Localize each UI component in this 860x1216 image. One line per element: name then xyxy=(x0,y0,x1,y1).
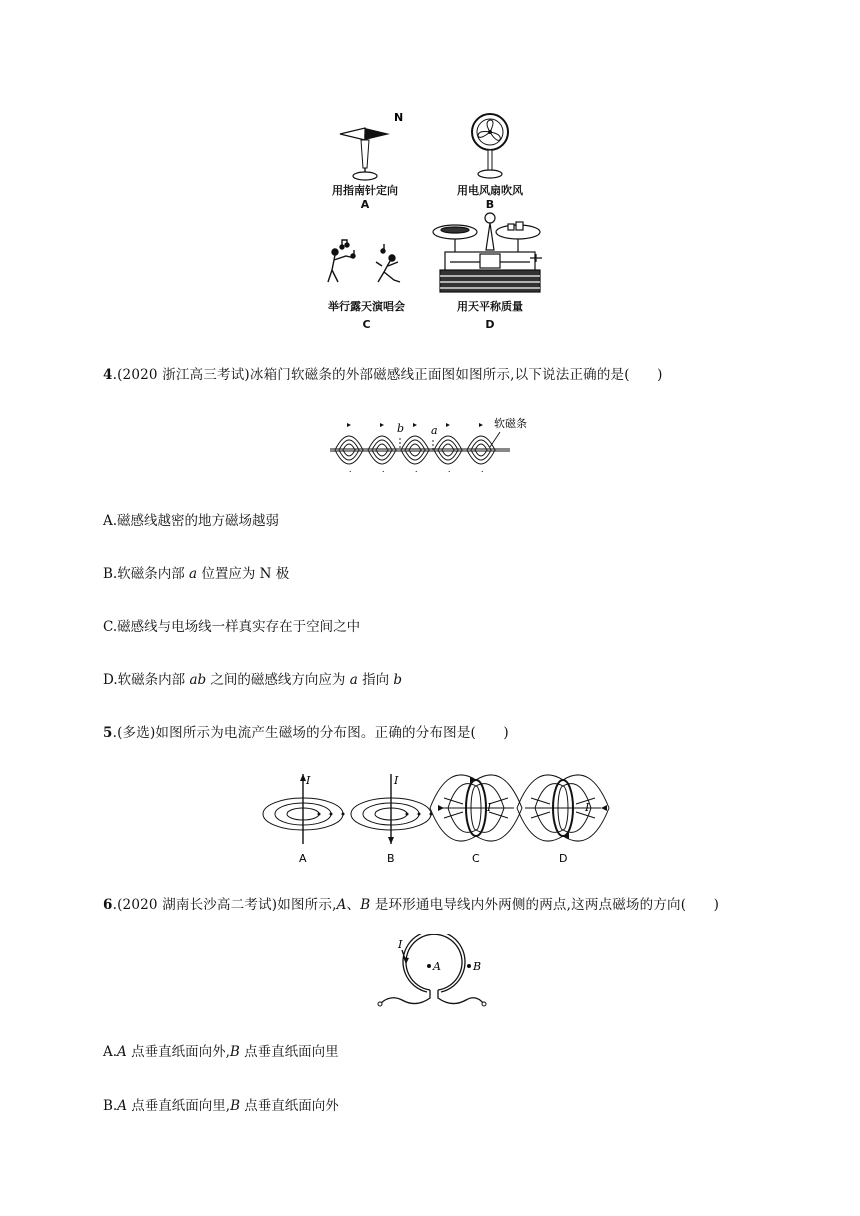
question-6-var-b: B xyxy=(360,897,371,913)
q3-letter-b: B xyxy=(485,198,495,211)
question-5-stem xyxy=(103,721,509,741)
q3-figure xyxy=(320,110,550,340)
question-6-text-2: 是环形通电导线内外两侧的两点,这两点磁场的方向( ) xyxy=(370,897,720,913)
q5-figure xyxy=(258,766,618,868)
q5-label-a: A xyxy=(299,852,307,865)
electric-fan-icon xyxy=(472,114,508,178)
q6-point-b-label: B xyxy=(473,960,482,973)
q3-caption-a: 用指南针定向 xyxy=(332,184,398,197)
q3-caption-c: 举行露天演唱会 xyxy=(328,300,405,313)
q6-option-b-var-2: B xyxy=(230,1098,240,1114)
q4-label-b: b xyxy=(397,422,405,435)
compass-n-label: N xyxy=(394,111,404,124)
q4-option-d-text: D.软磁条内部 xyxy=(103,672,190,688)
question-6-text: .(2020 湖南长沙高二考试)如图所示, xyxy=(112,897,337,913)
q4-figure-drawing xyxy=(330,412,530,472)
question-6-stem xyxy=(103,893,719,913)
concert-people-icon xyxy=(328,240,400,282)
q4-label-a: a xyxy=(431,424,438,437)
q5-label-c: C xyxy=(472,852,480,865)
q6-option-a-text-3: 点垂直纸面向里 xyxy=(239,1044,339,1060)
q6-option-a-text: A. xyxy=(103,1044,118,1060)
question-4-number: 4 xyxy=(103,367,113,383)
question-4-text: .(2020 浙江高三考试)冰箱门软磁条的外部磁感线正面图如图所示,以下说法正确的是( ) xyxy=(112,367,663,383)
q5-current-a: I xyxy=(306,774,311,787)
q6-option-b xyxy=(103,1094,339,1114)
q5-label-b: B xyxy=(387,852,395,865)
q4-figure xyxy=(330,412,530,472)
q5-current-b: I xyxy=(394,774,399,787)
q5-figure-drawing xyxy=(258,766,618,868)
q5-label-d: D xyxy=(559,852,568,865)
q6-option-a-text-2: 点垂直纸面向外, xyxy=(126,1044,230,1060)
question-5-number: 5 xyxy=(103,725,113,741)
q4-option-d-var-1: ab xyxy=(189,672,207,688)
compass-icon xyxy=(340,128,390,180)
question-6-number: 6 xyxy=(103,897,113,913)
q6-figure-drawing xyxy=(376,934,496,1010)
q4-option-c: C.磁感线与电场线一样真实存在于空间之中 xyxy=(103,619,361,635)
q4-option-b-text-2: 位置应为 N 极 xyxy=(197,566,290,582)
q4-option-b xyxy=(103,562,289,582)
q4-option-d-text-2: 之间的磁感线方向应为 xyxy=(206,672,350,688)
q3-letter-c: C xyxy=(362,318,371,331)
q4-option-d-var-2: a xyxy=(349,672,358,688)
q5-current-c: I xyxy=(487,801,492,814)
q3-caption-b: 用电风扇吹风 xyxy=(457,184,523,197)
q6-option-a-var-2: B xyxy=(229,1044,240,1060)
q5-current-d: I xyxy=(585,801,590,814)
q6-figure xyxy=(376,934,496,1010)
q6-current-label: I xyxy=(398,938,403,951)
q3-caption-d: 用天平称质量 xyxy=(457,300,523,313)
q3-letter-d: D xyxy=(485,318,495,331)
question-6-var-a: A xyxy=(336,897,347,913)
q4-option-d-text-3: 指向 xyxy=(357,672,394,688)
q4-option-d-var-3: b xyxy=(393,672,403,688)
q6-point-a-label: A xyxy=(433,960,441,973)
q4-option-b-var: a xyxy=(189,566,198,582)
q4-option-d xyxy=(103,668,402,688)
balance-scale-icon xyxy=(433,213,542,292)
q6-option-b-text: B. xyxy=(103,1098,118,1114)
q6-option-b-text-2: 点垂直纸面向里, xyxy=(126,1098,231,1114)
question-4-stem xyxy=(103,363,663,383)
question-6-sep: 、 xyxy=(346,897,361,913)
q3-letter-a: A xyxy=(360,198,370,211)
question-5-text: .(多选)如图所示为电流产生磁场的分布图。正确的分布图是( ) xyxy=(112,725,509,741)
q6-option-b-text-3: 点垂直纸面向外 xyxy=(239,1098,339,1114)
q4-label-strip: 软磁条 xyxy=(494,417,527,430)
q6-option-a xyxy=(103,1040,339,1060)
q6-option-b-var-1: A xyxy=(117,1098,127,1114)
q4-option-a: A.磁感线越密的地方磁场越弱 xyxy=(103,513,280,529)
q4-option-b-text: B.软磁条内部 xyxy=(103,566,190,582)
q6-option-a-var-1: A xyxy=(117,1044,127,1060)
